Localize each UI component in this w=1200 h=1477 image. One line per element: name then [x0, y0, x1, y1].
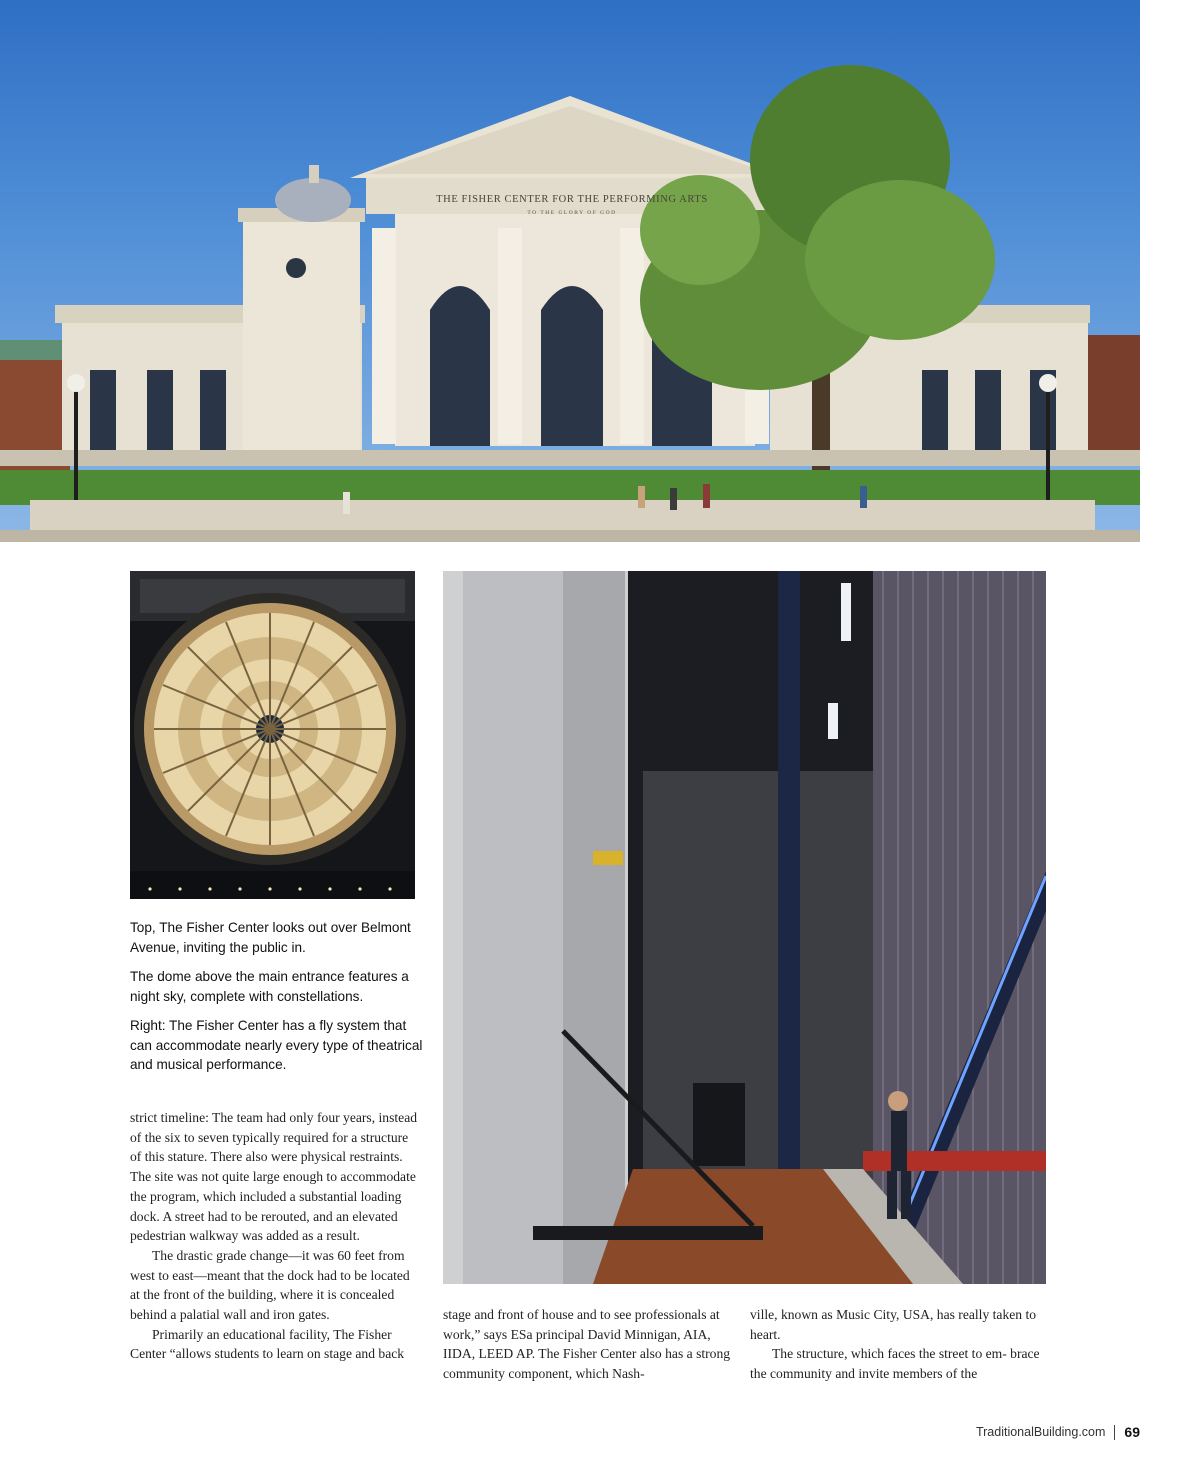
- body-column-2: [443, 1305, 735, 1384]
- hero-photo-fisher-center-exterior: [0, 0, 1140, 542]
- photo-captions: [130, 918, 430, 1085]
- body-paragraph: Primarily an educational facility, The Fisher Center “allows students to learn on stage and back: [130, 1326, 405, 1362]
- hero-inscription-main: THE FISHER CENTER FOR THE PERFORMING ARTS: [436, 194, 708, 205]
- stage-photo-illustration: [443, 571, 1046, 1284]
- stage-fly-system-photo: [443, 571, 1046, 1284]
- body-paragraph: strict timeline: The team had only four years, instead of the six to seven typically required for a structure of this stature. There also were physical restraints. The site was not quite large enough to accommodate the program, which included a substantial loading dock. A street had to be rerouted, and an elevated pedestrian walkway was added as a result.: [130, 1110, 418, 1244]
- body-column-1: [130, 1108, 422, 1364]
- body-paragraph: stage and front of house and to see professionals at work,” says ESa principal David Minnigan, AIA, IIDA, LEED AP. The Fisher Center also has a strong community component, which Nash-: [443, 1307, 731, 1382]
- dome-photo-illustration: [130, 571, 415, 899]
- page-footer: [976, 1422, 1140, 1442]
- body-paragraph: The structure, which faces the street to em- brace the community and invite members of the: [750, 1346, 1040, 1382]
- page-number: 69: [1124, 1424, 1140, 1440]
- caption-top-photo: Top, The Fisher Center looks out over Belmont Avenue, inviting the public in.: [130, 920, 411, 955]
- hero-photo-illustration: [0, 0, 1140, 542]
- caption-dome-photo: The dome above the main entrance features a night sky, complete with constellations.: [130, 969, 409, 1004]
- hero-inscription-sub: TO THE GLORY OF GOD: [527, 210, 617, 216]
- body-paragraph: The drastic grade change—it was 60 feet from west to east—meant that the dock had to be located at the front of the building, where it is concealed behind a palatial wall and iron gates.: [130, 1247, 410, 1323]
- caption-stage-photo: Right: The Fisher Center has a fly system that can accommodate nearly every type of theatrical and musical performance.: [130, 1018, 423, 1072]
- footer-divider: [1114, 1425, 1115, 1440]
- body-paragraph: ville, known as Music City, USA, has really taken to heart.: [750, 1307, 1037, 1342]
- dome-photo: [130, 571, 415, 899]
- body-column-3: [750, 1305, 1042, 1384]
- footer-site-name: TraditionalBuilding.com: [975, 1425, 1106, 1439]
